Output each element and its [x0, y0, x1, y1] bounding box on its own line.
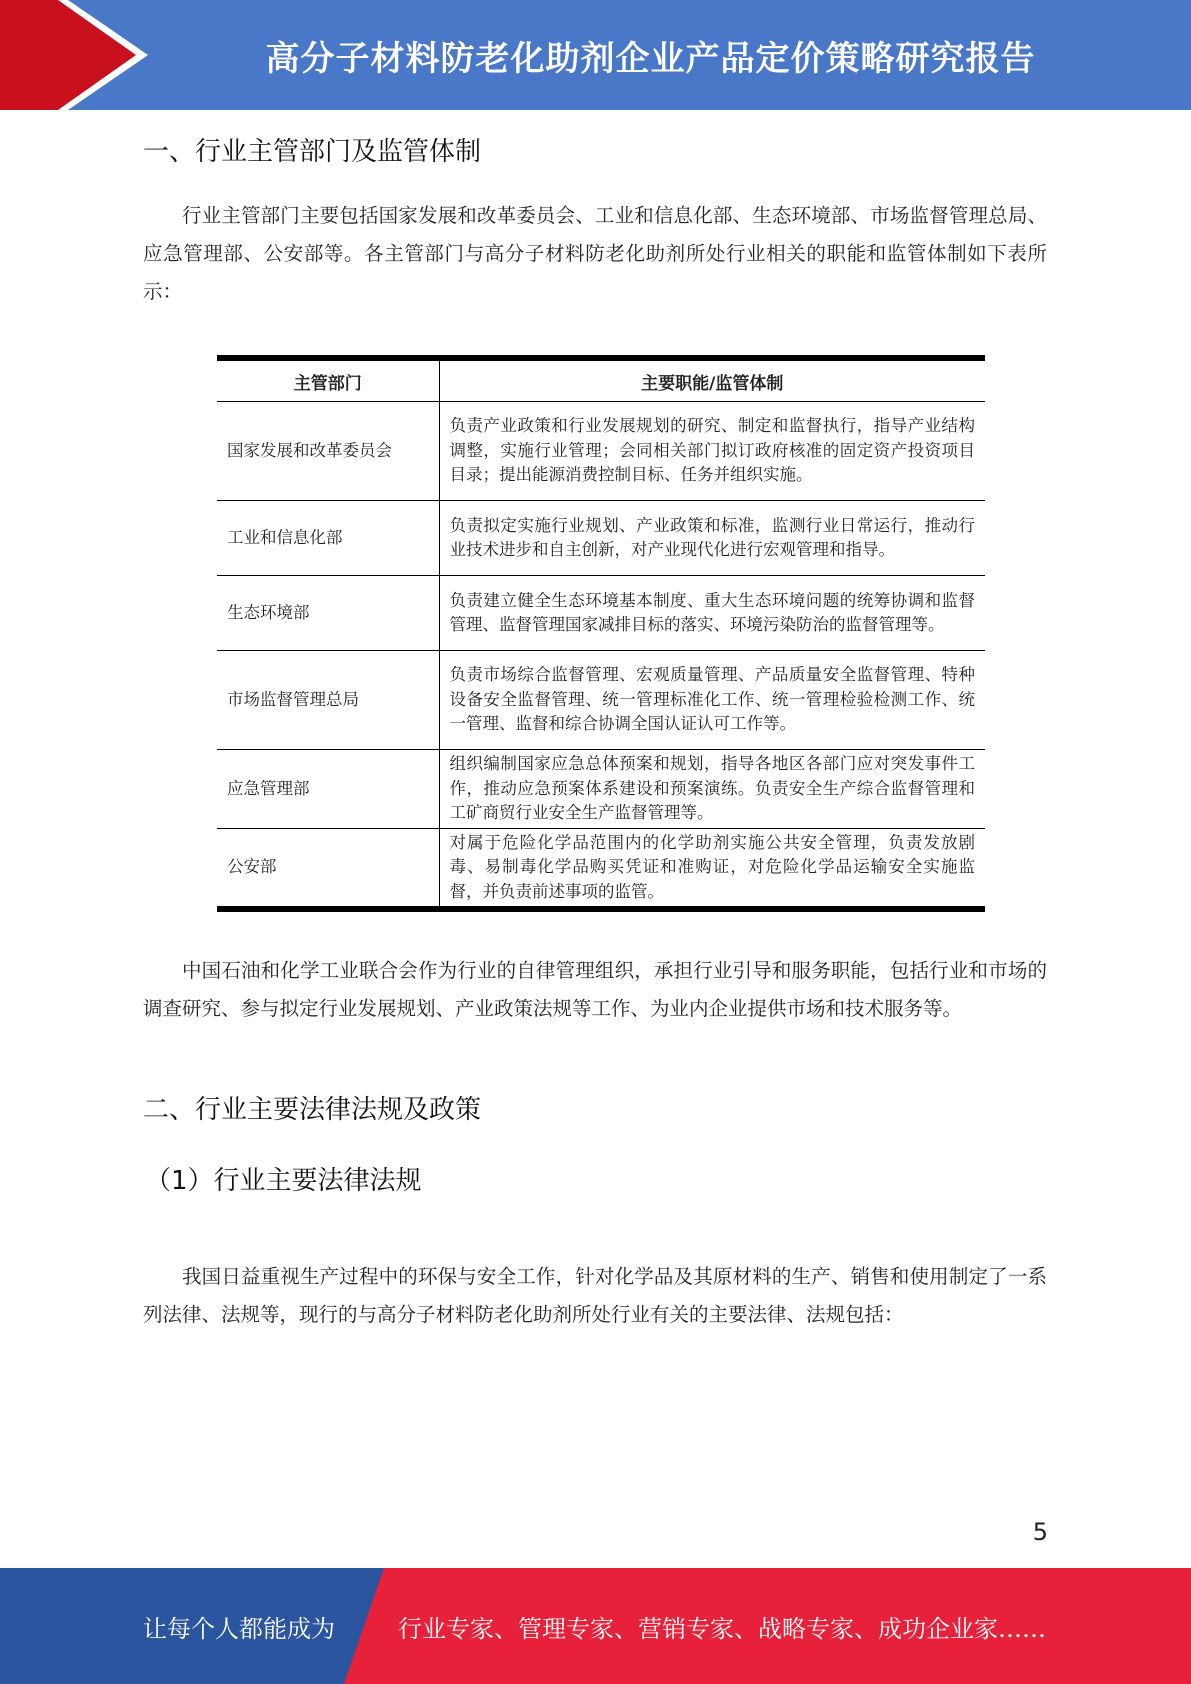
footer-slogan-right: 行业专家、管理专家、营销专家、战略专家、成功企业家……: [398, 1614, 1046, 1643]
footer-banner: [0, 1568, 1191, 1684]
red-chevron-decoration: [0, 0, 150, 110]
sub-heading-laws: （1）行业主要法律法规: [145, 1166, 422, 1196]
table-cell-duty: 负责市场综合监督管理、宏观质量管理、产品质量安全监督管理、特种设备安全监督管理、统一管理标准化工作、统一管理检验检测工作、统一管理、监督和综合协调全国认证认可工作等。: [439, 651, 985, 750]
table-cell-dept: 市场监督管理总局: [217, 651, 439, 750]
table-cell-dept: 应急管理部: [217, 750, 439, 829]
table-row: [217, 651, 985, 750]
table-row: [217, 501, 985, 576]
footer-slogan-left: 让每个人都能成为: [143, 1614, 335, 1643]
table-row: [217, 576, 985, 651]
section-heading-2: 二、行业主要法律法规及政策: [143, 1095, 482, 1125]
table-cell-duty: 负责产业政策和行业发展规划的研究、制定和监督执行，指导产业结构调整，实施行业管理；会同相关部门拟订政府核准的固定资产投资项目目录；提出能源消费控制目标、任务并组织实施。: [439, 402, 985, 501]
table-header-row: [217, 358, 985, 402]
table-cell-dept: 工业和信息化部: [217, 501, 439, 576]
table-cell-duty: 对属于危险化学品范围内的化学助剂实施公共安全管理，负责发放剧毒、易制毒化学品购买凭证和准购证，对危险化学品运输安全实施监督，并负责前述事项的监管。: [439, 828, 985, 909]
table-cell-duty: 组织编制国家应急总体预案和规划，指导各地区各部门应对突发事件工作，推动应急预案体系建设和预案演练。负责安全生产综合监督管理和工矿商贸行业安全生产监督管理等。: [439, 750, 985, 829]
table-header-duty: 主要职能/监管体制: [439, 358, 985, 402]
intro-paragraph: 行业主管部门主要包括国家发展和改革委员会、工业和信息化部、生态环境部、市场监督管理总局、应急管理部、公安部等。各主管部门与高分子材料防老化助剂所处行业相关的职能和监管体制如下表所示：: [143, 204, 1047, 303]
table-row: [217, 402, 985, 501]
table-cell-duty: 负责建立健全生态环境基本制度、重大生态环境问题的统筹协调和监督管理、监督管理国家减排目标的落实、环境污染防治的监督管理等。: [439, 576, 985, 651]
table-cell-duty: 负责拟定实施行业规划、产业政策和标准，监测行业日常运行，推动行业技术进步和自主创新，对产业现代化进行宏观管理和指导。: [439, 501, 985, 576]
header-banner: [0, 0, 1191, 110]
table-row: [217, 750, 985, 829]
table-cell-dept: 生态环境部: [217, 576, 439, 651]
table-header-dept: 主管部门: [217, 358, 439, 402]
laws-paragraph: 我国日益重视生产过程中的环保与安全工作，针对化学品及其原材料的生产、销售和使用制定了一系列法律、法规等，现行的与高分子材料防老化助剂所处行业有关的主要法律、法规包括：: [143, 1265, 1047, 1326]
section-heading-1: 一、行业主管部门及监管体制: [143, 137, 482, 167]
regulator-table: [217, 355, 985, 912]
after-table-paragraph: 中国石油和化学工业联合会作为行业的自律管理组织，承担行业引导和服务职能，包括行业和市场的调查研究、参与拟定行业发展规划、产业政策法规等工作、为业内企业提供市场和技术服务等。: [143, 959, 1047, 1020]
table-row: [217, 828, 985, 909]
page-number: 5: [1032, 1518, 1048, 1546]
report-title: 高分子材料防老化助剂企业产品定价策略研究报告: [265, 38, 1036, 79]
table-cell-dept: 公安部: [217, 828, 439, 909]
table-cell-dept: 国家发展和改革委员会: [217, 402, 439, 501]
